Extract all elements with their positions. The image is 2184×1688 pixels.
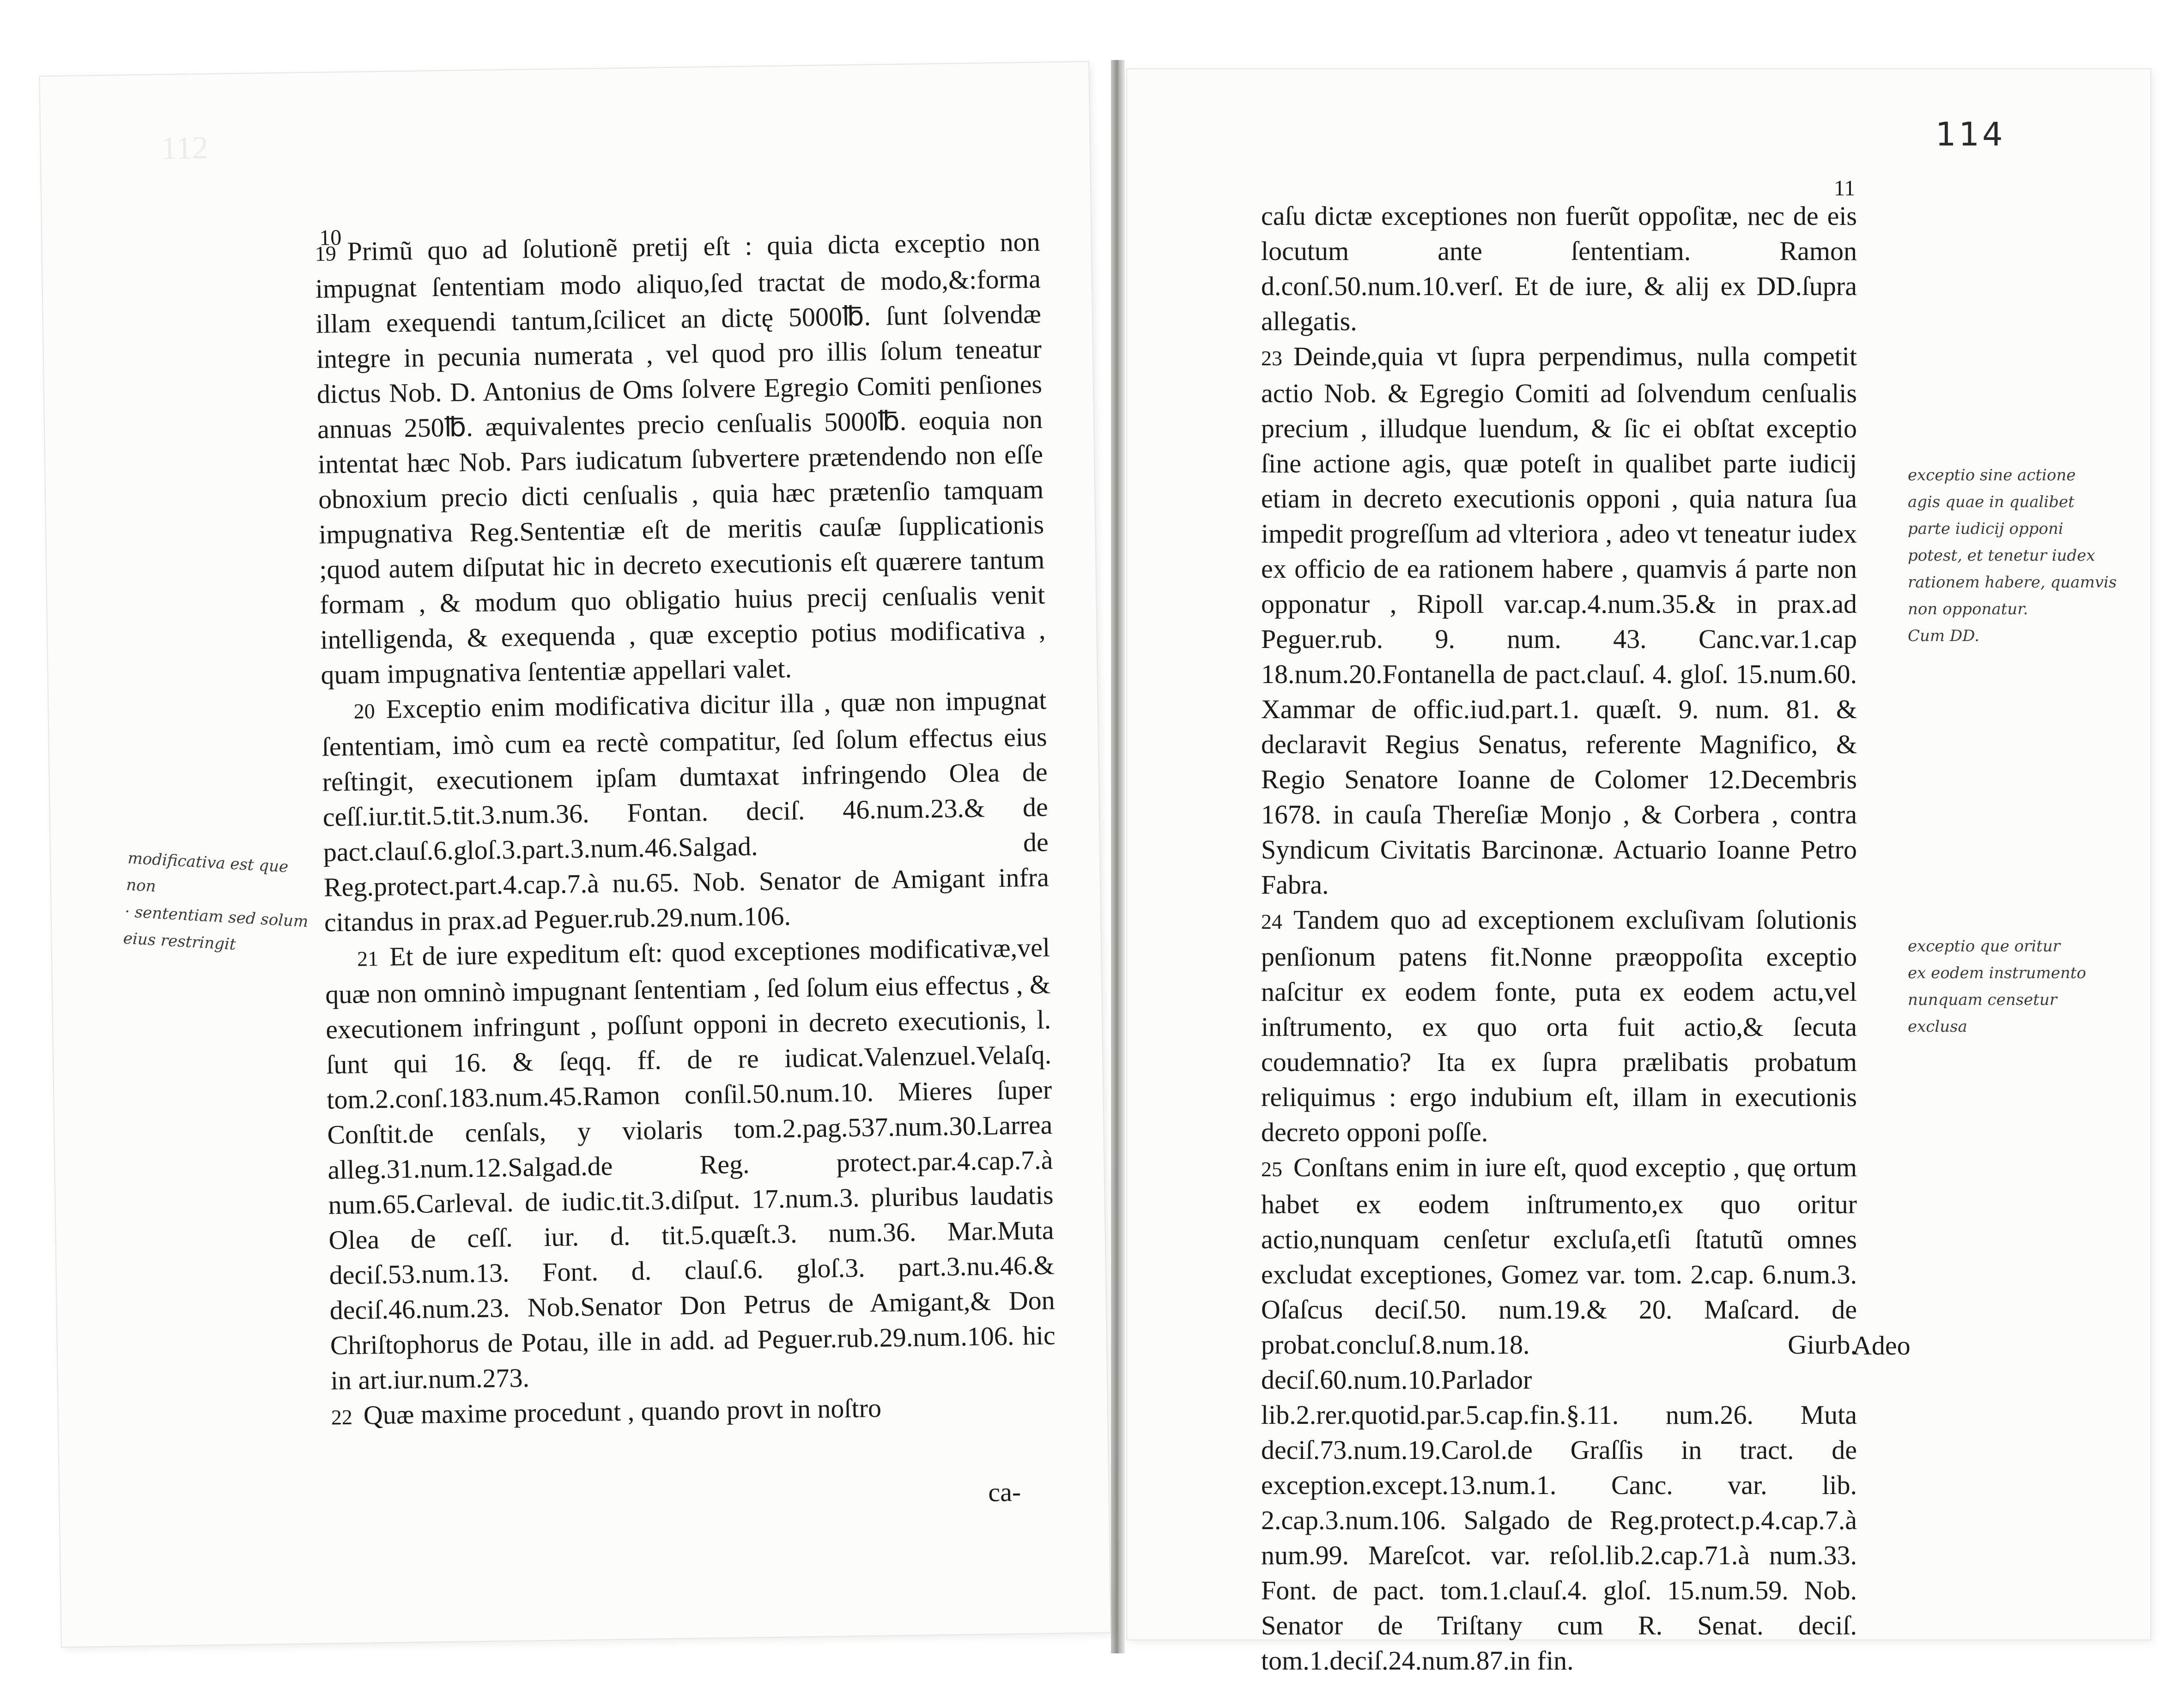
- handwritten-margin-note-1: exceptio sine actione agis quae in qualibet parte iudicij opponi potest, et tenetur iudex rationem habere, quamvis non opponatur. Cum DD.: [1908, 466, 2117, 645]
- paragraph-number: 25: [1261, 1157, 1282, 1181]
- left-page: [40, 62, 1110, 1646]
- paragraph-23: [1261, 339, 1857, 902]
- right-page-number: 11: [1834, 176, 1856, 200]
- paragraph-number: 20: [353, 699, 375, 723]
- paragraph-number: 21: [357, 946, 379, 971]
- catchword: Adeo: [1852, 1331, 1911, 1361]
- paragraph-number: 19: [315, 242, 337, 266]
- paragraph-text: Et de iure expeditum eſt: quod exceptiones modificativæ,vel quæ non omninò impugnant ſententiam , ſed ſolum eius effectus , & executionem infringunt , poſſunt opponi in decreto executionis, l. ſunt qui 16. & ſeqq. ff. de re iudicat.Valenzuel.Velaſq. tom.2.conſ.183.num.45.Ramon conſil.50.num.10. Mieres ſuper Conſtit.de cenſals, y violaris tom.2.pag.537.num.30.Larrea alleg.31.num.12.Salgad.de Reg. protect.par.4.cap.7.à num.65.Carleval. de iudic.tit.3.diſput. 17.num.3. pluribus laudatis Olea de ceſſ. iur. d. tit.5.quæſt.3. num.36. Mar.Muta deciſ.53.num.13. Font. d. clauſ.6. gloſ.3. part.3.nu.46.& deciſ.46.num.23. Nob.Senator Don Petrus de Amigant,& Don Chriſtophorus de Potau, ille in add. ad Peguer.rub.29.num.106. hic in art.iur.num.273.: [325, 932, 1056, 1396]
- paragraph-text: Conſtans enim in iure eſt, quod exceptio , quę ortum habet ex eodem inſtrumento,ex quo oritur actio,nunquam cenſetur excluſa,etſi ſtatutũ omnes excludat exceptiones, Gomez var. tom. 2.cap. 6.num.3. Oſaſcus deciſ.50. num.19.& 20. Maſcard. de probat.concluſ.8.num.18. Giurb. deciſ.60.num.10.Parlador lib.2.rer.quotid.par.5.cap.fin.§.11. num.26. Muta deciſ.73.num.19.Carol.de Graſſis in tract. de exception.except.13.num.1. Canc. var. lib. 2.cap.3.num.106. Salgado de Reg.protect.p.4.cap.7.à num.99. Mareſcot. var. reſol.lib.2.cap.71.à num.33. Font. de pact. tom.1.clauſ.4. gloſ. 15.num.59. Nob. Senator de Triſtany cum R. Senat. deciſ. tom.1.deciſ.24.num.87.in fin.: [1261, 1152, 1857, 1676]
- book-gutter: [1111, 60, 1125, 1653]
- handwritten-margin-note: modificativa est que non · sententiam sed solum eius restringit: [122, 849, 309, 954]
- continued-paragraph: caſu dictæ exceptiones non fuerũt oppoſitæ, nec de eis locutum ante ſententiam. Ramon d.conſ.50.num.10.verſ. Et de iure, & alij ex DD.ſupra allegatis.: [1261, 201, 1857, 336]
- left-page-number: 10: [319, 225, 342, 250]
- paragraph-number: 22: [331, 1405, 353, 1429]
- paragraph-19: [315, 224, 1046, 693]
- paragraph-text: Primũ quo ad ſolutionẽ pretij eſt : quia dicta exceptio non impugnat ſententiam modo aliquo,ſed tractat de modo,&:forma illam exequendi tantum,ſcilicet an dictę 5000℔. ſunt ſolvendæ integre in pecunia numerata , vel quod pro illis ſolum teneatur dictus Nob. D. Antonius de Oms ſolvere Egregio Comiti penſiones annuas 250℔. æquivalentes precio cenſualis 5000℔. eoquia non intentat hæc Nob. Pars iudicatum ſubvertere prætendendo non eſſe obnoxium precio dicti cenſualis , quia hæc prætenſio tamquam impugnativa Reg.Sententiæ eſt de meritis cauſæ ſupplicationis ;quod autem diſputat hic in decreto executionis eſt quærere tantum formam , & modum quo obligatio huius precij cenſualis venit intelligenda, & exequenda , quæ exceptio potius modificativa , quam impugnativa ſententiæ appellari valet.: [315, 226, 1046, 690]
- paragraph-24: [1261, 902, 1857, 1150]
- paragraph-number: 23: [1261, 346, 1282, 370]
- paragraph-20: [321, 683, 1050, 940]
- paragraph-text: Exceptio enim modificativa dicitur illa , quæ non impugnat ſententiam, imò cum ea rectè compatitur, ſed ſolum effectus eius reſtingit, executionem ipſam dumtaxat infringendo Olea de ceſſ.iur.tit.5.tit.3.num.36. Fontan. deciſ. 46.num.23.& de pact.clauſ.6.gloſ.3.part.3.num.46.Salgad. de Reg.protect.part.4.cap.7.à nu.65. Nob. Senator de Amigant infra citandus in prax.ad Peguer.rub.29.num.106.: [322, 684, 1050, 938]
- paragraph-text: Deinde,quia vt ſupra perpendimus, nulla competit actio Nob. & Egregio Comiti ad ſolvendum cenſualis precium , illudque luendum, & ſic ei obſtat exceptio ſine actione agis, quæ poteſt in qualibet parte iudicij etiam in decreto executionis opponi , quia natura ſua impedit progreſſum ad vlteriora , adeo vt teneatur iudex ex officio de ea rationem habere , quamvis á parte non opponatur , Ripoll var.cap.4.num.35.& in prax.ad Peguer.rub. 9. num. 43. Canc.var.1.cap 18.num.20.Fontanella de pact.clauſ. 4. gloſ. 15.num.60. Xammar de offic.iud.part.1. quæſt. 9. num. 81. & declaravit Regius Senatus, referente Magnifico, & Regio Senatore Ioanne de Colomer 12.Decembris 1678. in cauſa Thereſiæ Monjo , & Corbera , contra Syndicum Civitatis Barcinonæ. Actuario Ioanne Petro Fabra.: [1261, 341, 1857, 900]
- right-text-block: [1261, 199, 1857, 1678]
- handwritten-margin-note-2: exceptio que oritur ex eodem instrumento nunquam censetur exclusa: [1908, 937, 2087, 1036]
- right-page: [1127, 69, 2150, 1676]
- left-text-block: [315, 224, 1056, 1435]
- paragraph-25: [1261, 1150, 1857, 1678]
- folio-number: 114: [1935, 115, 2006, 153]
- paragraph-text: Tandem quo ad exceptionem excluſivam ſolutionis penſionum patens fit.Nonne præoppoſita exceptio naſcitur ex eodem fonte, puta ex eodem actu,vel inſtrumento, ex quo orta fuit actio,& ſecuta coudemnatio? Ita ex ſupra prælibatis probatum reliquimus : ergo indubium eſt, illam in executionis decreto opponi poſſe.: [1261, 905, 1857, 1147]
- paragraph-21: [325, 930, 1056, 1398]
- paragraph-number: 24: [1261, 910, 1282, 933]
- catchword: ca-: [988, 1476, 1021, 1507]
- ghost-folio: 112: [161, 130, 209, 167]
- paragraph-text: Quæ maxime procedunt , quando provt in noſtro: [363, 1392, 882, 1430]
